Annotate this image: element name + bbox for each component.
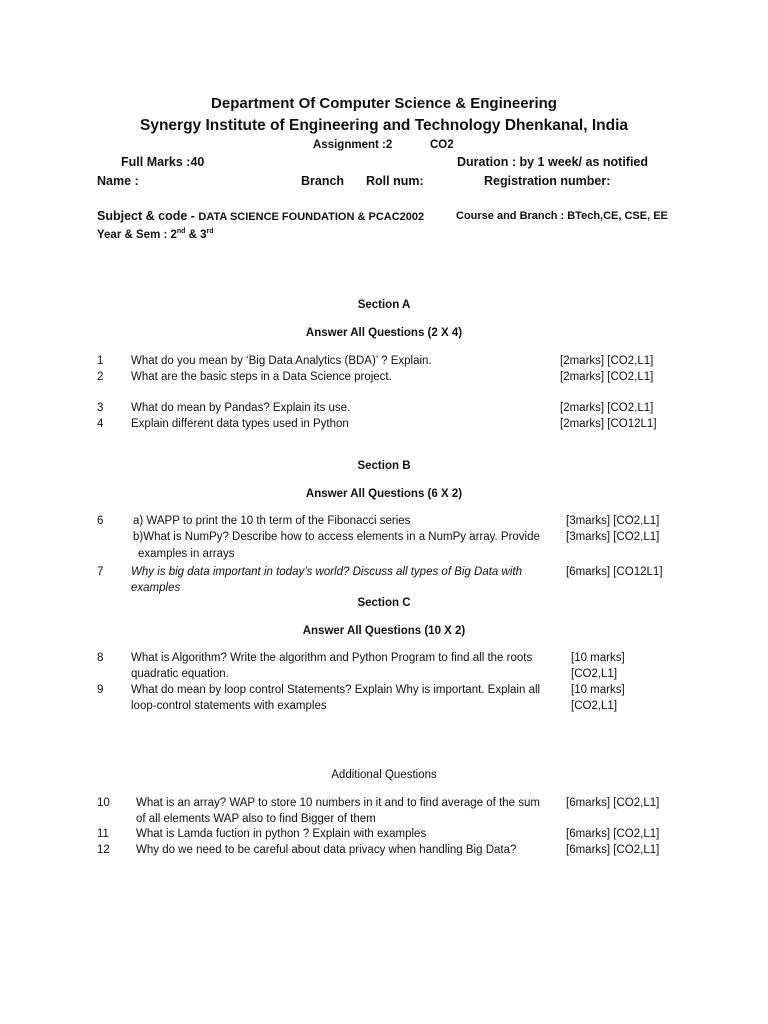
question-text: Why do we need to be careful about data privacy when handling Big Data? bbox=[136, 844, 517, 856]
question-marks: [2marks] [CO2,L1] bbox=[560, 371, 654, 383]
question-text: a) WAPP to print the 10 th term of the Fibonacci series bbox=[133, 515, 411, 527]
question-text: of all elements WAP also to find Bigger of them bbox=[136, 813, 376, 825]
department-title: Department Of Computer Science & Engineering bbox=[211, 95, 557, 112]
question-number: 7 bbox=[97, 566, 104, 578]
question-marks: [CO2,L1] bbox=[571, 700, 618, 712]
question-text: What do mean by Pandas? Explain its use. bbox=[131, 402, 351, 414]
subject-label: Subject & code - bbox=[97, 209, 199, 223]
question-number: 4 bbox=[97, 418, 104, 430]
roll-number-label: Roll num: bbox=[366, 174, 424, 188]
year-sem-text: Year & Sem : 2 bbox=[97, 229, 177, 241]
question-number: 9 bbox=[97, 684, 104, 696]
question-number: 11 bbox=[97, 828, 109, 840]
branch-label: Branch bbox=[301, 174, 345, 188]
question-text: Why is big data important in today’s world? Discuss all types of Big Data with bbox=[131, 566, 522, 578]
question-marks: [2marks] [CO2,L1] bbox=[560, 402, 654, 414]
question-marks: [2marks] [CO2,L1] bbox=[560, 355, 654, 367]
name-label: Name : bbox=[97, 174, 139, 188]
question-text: What is an array? WAP to store 10 numbers in it and to find average of the sum bbox=[136, 797, 540, 809]
question-text: examples bbox=[131, 582, 181, 594]
section-a-instruction: Answer All Questions (2 X 4) bbox=[305, 327, 463, 339]
question-number: 6 bbox=[97, 515, 104, 527]
section-a-title: Section A bbox=[357, 299, 411, 311]
question-marks: [2marks] [CO12L1] bbox=[560, 418, 657, 430]
question-number: 8 bbox=[97, 652, 104, 664]
question-text: b)What is NumPy? Describe how to access elements in a NumPy array. Provide bbox=[133, 531, 540, 543]
course-outcome: CO2 bbox=[430, 139, 454, 151]
course-and-branch: Course and Branch : BTech,CE, CSE, EE bbox=[456, 210, 668, 222]
question-marks: [10 marks] bbox=[571, 652, 625, 664]
question-text: What is Algorithm? Write the algorithm and Python Program to find all the roots bbox=[131, 652, 533, 664]
question-number: 10 bbox=[97, 797, 110, 809]
question-number: 12 bbox=[97, 844, 110, 856]
question-marks: [6marks] [CO12L1] bbox=[566, 566, 663, 578]
year-superscript: nd bbox=[176, 228, 186, 236]
question-marks: [6marks] [CO2,L1] bbox=[566, 797, 660, 809]
question-text: What do mean by loop control Statements? Explain Why is important. Explain all bbox=[131, 684, 541, 696]
sem-superscript: rd bbox=[206, 228, 214, 236]
question-marks: [3marks] [CO2,L1] bbox=[566, 515, 660, 527]
section-b-title: Section B bbox=[357, 460, 411, 472]
question-text: loop-control statements with examples bbox=[131, 700, 327, 712]
registration-number-label: Registration number: bbox=[484, 174, 611, 188]
assignment-number: Assignment :2 bbox=[313, 139, 393, 151]
section-c-title: Section C bbox=[357, 597, 411, 609]
subject-and-code bbox=[97, 209, 424, 225]
question-number: 3 bbox=[97, 402, 104, 414]
question-text: examples in arrays bbox=[138, 548, 235, 560]
question-text: What is Lamda fuction in python ? Explain with examples bbox=[136, 828, 427, 840]
question-marks: [6marks] [CO2,L1] bbox=[566, 844, 660, 856]
question-marks: [CO2,L1] bbox=[571, 668, 618, 680]
additional-questions-title: Additional Questions bbox=[331, 769, 437, 781]
section-b-instruction: Answer All Questions (6 X 2) bbox=[305, 488, 463, 500]
full-marks: Full Marks :40 bbox=[121, 155, 205, 169]
institute-title: Synergy Institute of Engineering and Technology Dhenkanal, India bbox=[139, 117, 629, 134]
subject-value: DATA SCIENCE FOUNDATION & PCAC2002 bbox=[198, 211, 425, 223]
question-text: What do you mean by ‘Big Data Analytics (BDA)’ ? Explain. bbox=[131, 355, 432, 367]
question-text: quadratic equation. bbox=[131, 668, 229, 680]
duration: Duration : by 1 week/ as notified bbox=[457, 155, 649, 169]
question-text: Explain different data types used in Python bbox=[131, 418, 349, 430]
question-marks: [10 marks] bbox=[571, 684, 625, 696]
year-and-semester bbox=[97, 228, 214, 243]
question-number: 2 bbox=[97, 371, 104, 383]
section-c-instruction: Answer All Questions (10 X 2) bbox=[302, 625, 466, 637]
question-marks: [6marks] [CO2,L1] bbox=[566, 828, 660, 840]
year-sem-mid: & 3 bbox=[185, 229, 207, 241]
question-text: What are the basic steps in a Data Science project. bbox=[131, 371, 392, 383]
question-number: 1 bbox=[97, 355, 104, 367]
question-marks: [3marks] [CO2,L1] bbox=[566, 531, 660, 543]
